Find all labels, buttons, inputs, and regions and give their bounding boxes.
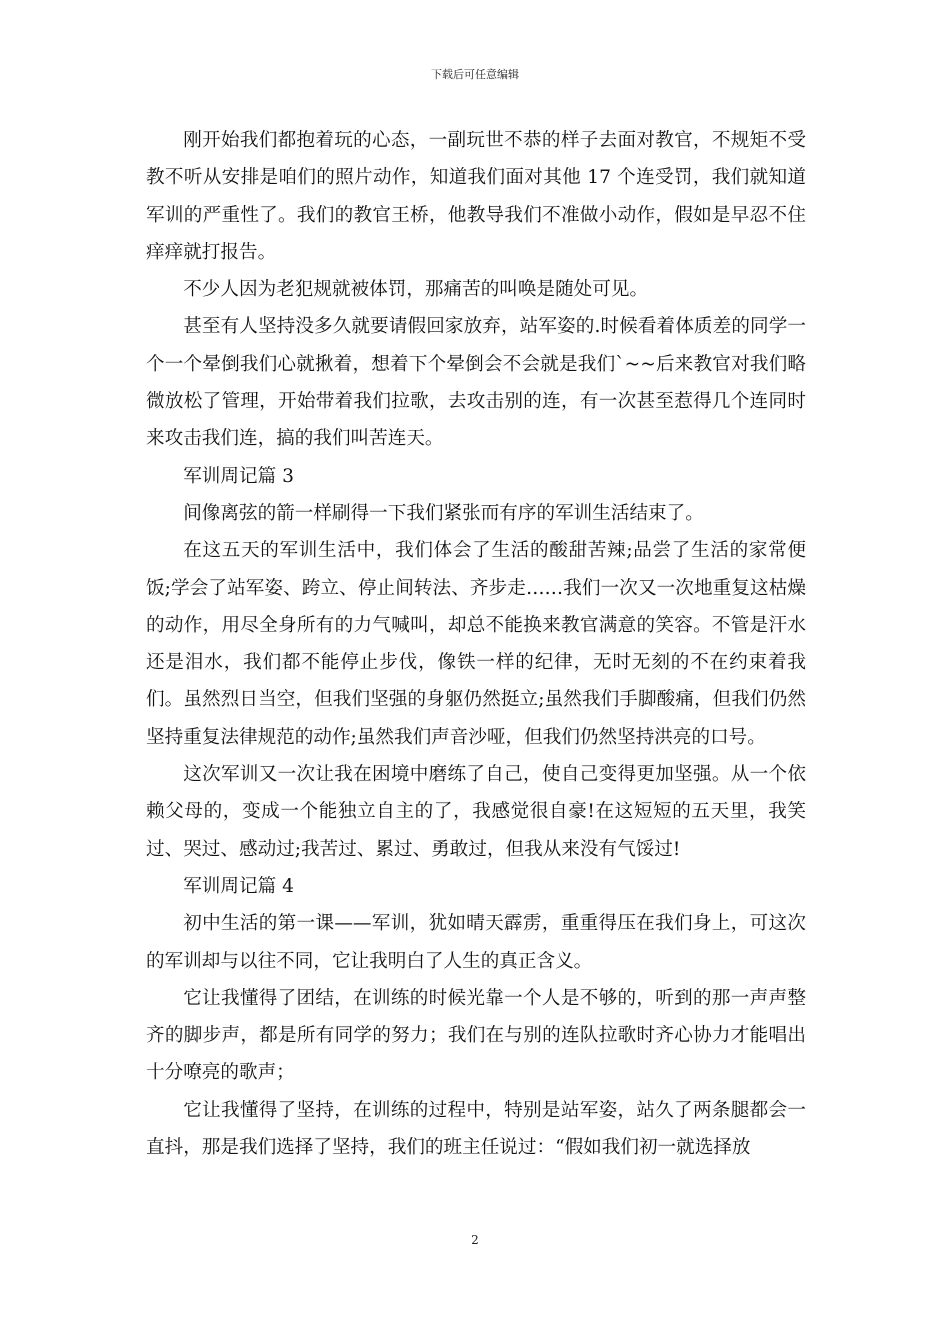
section-heading: 军训周记篇 4 xyxy=(183,875,294,897)
paragraph: 在这五天的军训生活中，我们体会了生活的酸甜苦辣;品尝了生活的家常便饭;学会了站军姿、跨立、停止间转法、齐步走……我们一次又一次地重复这枯燥的动作，用尽全身所有的力气喊叫，却总不能换来教官满意的笑容。不管是汗水还是泪水，我们都不能停止步伐，像铁一样的纪律，无时无刻的不在约束着我们。虽然烈日当空，但我们坚强的身躯仍然挺立;虽然我们手脚酸痛，但我们仍然坚持重复法律规范的动作;虽然我们声音沙哑，但我们仍然坚持洪亮的口号。 xyxy=(146,540,806,748)
paragraph: 这次军训又一次让我在困境中磨练了自己，使自己变得更加坚强。从一个依赖父母的，变成一个能独立自主的了，我感觉很自豪!在这短短的五天里，我笑过、哭过、感动过;我苦过、累过、勇敢过，但我从来没有气馁过! xyxy=(146,764,806,860)
paragraph: 甚至有人坚持没多久就要请假回家放弃，站军姿的.时候看着体质差的同学一个一个晕倒我们心就揪着，想着下个晕倒会不会就是我们`~~后来教官对我们略微放松了管理，开始带着我们拉歌，去攻击别的连，有一次甚至惹得几个连同时来攻击我们连，搞的我们叫苦连天。 xyxy=(146,316,806,450)
page-header: 下载后可任意编辑 xyxy=(431,68,519,81)
paragraph: 刚开始我们都抱着玩的心态，一副玩世不恭的样子去面对教官，不规矩不受教不听从安排是咱们的照片动作，知道我们面对其他 17 个连受罚，我们就知道军训的严重性了。我们的教官王桥，他教导我们不准做小动作，假如是早忍不住痒痒就打报告。 xyxy=(146,130,806,263)
document-body xyxy=(146,122,806,1166)
section-heading: 军训周记篇 3 xyxy=(183,465,294,487)
page-number: 2 xyxy=(471,1233,479,1247)
paragraph: 它让我懂得了坚持，在训练的过程中，特别是站军姿，站久了两条腿都会一直抖，那是我们选择了坚持，我们的班主任说过：“假如我们初一就选择放 xyxy=(146,1099,806,1159)
paragraph: 它让我懂得了团结，在训练的时候光靠一个人是不够的，听到的那一声声整齐的脚步声，都是所有同学的努力；我们在与别的连队拉歌时齐心协力才能唱出十分嘹亮的歌声； xyxy=(146,987,806,1084)
paragraph: 间像离弦的箭一样刷得一下我们紧张而有序的军训生活结束了。 xyxy=(183,502,704,524)
paragraph: 初中生活的第一课——军训，犹如晴天霹雳，重重得压在我们身上，可这次的军训却与以往不同，它让我明白了人生的真正含义。 xyxy=(146,913,806,972)
paragraph: 不少人因为老犯规就被体罚，那痛苦的叫唤是随处可见。 xyxy=(183,279,649,301)
